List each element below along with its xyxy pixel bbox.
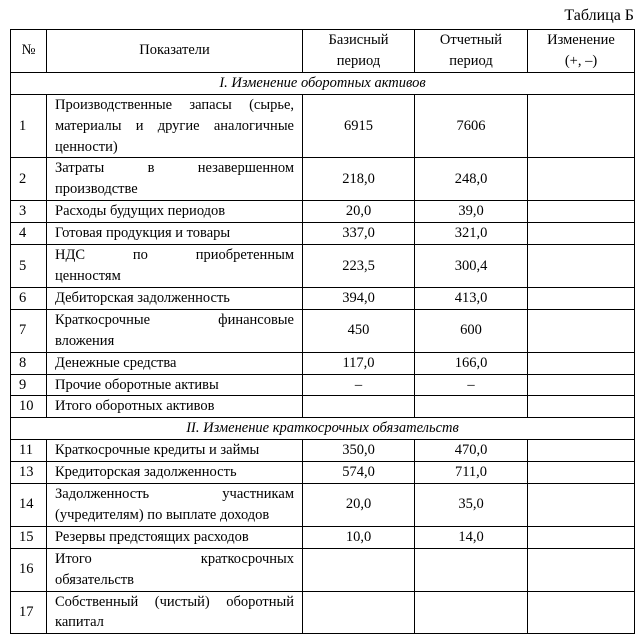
indicator-line: Краткосрочные кредиты и займы xyxy=(55,442,260,459)
header-report-period: Отчетный период xyxy=(415,30,528,73)
indicator-line: НДС по приобретенным xyxy=(55,247,294,264)
row-base-value: 223,5 xyxy=(303,245,415,288)
section-title: II. Изменение краткосрочных обязательств xyxy=(11,418,635,440)
row-indicator xyxy=(47,352,303,374)
table-row xyxy=(11,548,635,591)
row-report-value: 321,0 xyxy=(415,223,528,245)
indicator-line: Производственные запасы (сырье, xyxy=(55,96,294,113)
row-report-value xyxy=(415,396,528,418)
row-report-value: 166,0 xyxy=(415,352,528,374)
table-row xyxy=(11,94,635,158)
indicator-line: Итого оборотных активов xyxy=(55,398,215,415)
header-change: Изменение (+, –) xyxy=(528,30,635,73)
row-number: 6 xyxy=(11,287,47,309)
row-change-value xyxy=(528,548,635,591)
row-base-value: 574,0 xyxy=(303,462,415,484)
section-row xyxy=(11,72,635,94)
row-change-value xyxy=(528,309,635,352)
row-report-value: 600 xyxy=(415,309,528,352)
data-table xyxy=(10,29,635,634)
table-header xyxy=(11,30,635,73)
row-change-value xyxy=(528,591,635,634)
table-row xyxy=(11,287,635,309)
table-caption: Таблица Б xyxy=(564,7,634,24)
row-base-value: – xyxy=(303,374,415,396)
table-row xyxy=(11,374,635,396)
table-row xyxy=(11,158,635,201)
row-indicator xyxy=(47,462,303,484)
header-indicator: Показатели xyxy=(47,30,303,73)
row-report-value: – xyxy=(415,374,528,396)
header-row xyxy=(11,30,635,73)
row-indicator xyxy=(47,526,303,548)
indicator-line: Готовая продукция и товары xyxy=(55,225,231,242)
row-base-value xyxy=(303,548,415,591)
indicator-line: Резервы предстоящих расходов xyxy=(55,528,249,545)
row-report-value: 14,0 xyxy=(415,526,528,548)
indicator-line: Дебиторская задолженность xyxy=(55,289,230,306)
row-number: 9 xyxy=(11,374,47,396)
row-indicator xyxy=(47,287,303,309)
row-indicator xyxy=(47,223,303,245)
row-number: 17 xyxy=(11,591,47,634)
header-num: № xyxy=(11,30,47,73)
row-indicator xyxy=(47,548,303,591)
row-indicator xyxy=(47,396,303,418)
indicator-line: капитал xyxy=(55,614,104,631)
table-row xyxy=(11,462,635,484)
indicator-line: (учредителям) по выплате доходов xyxy=(55,506,270,523)
row-change-value xyxy=(528,158,635,201)
row-report-value: 35,0 xyxy=(415,484,528,527)
row-report-value xyxy=(415,591,528,634)
row-indicator xyxy=(47,309,303,352)
row-report-value xyxy=(415,548,528,591)
row-change-value xyxy=(528,462,635,484)
row-change-value xyxy=(528,484,635,527)
row-base-value: 117,0 xyxy=(303,352,415,374)
row-base-value xyxy=(303,591,415,634)
indicator-line: обязательств xyxy=(55,571,134,588)
row-report-value: 470,0 xyxy=(415,440,528,462)
row-change-value xyxy=(528,94,635,158)
row-change-value xyxy=(528,287,635,309)
row-indicator xyxy=(47,374,303,396)
row-base-value: 450 xyxy=(303,309,415,352)
indicator-line: вложения xyxy=(55,332,115,349)
row-indicator xyxy=(47,245,303,288)
row-change-value xyxy=(528,526,635,548)
section-title: I. Изменение оборотных активов xyxy=(11,72,635,94)
row-indicator xyxy=(47,591,303,634)
row-number: 10 xyxy=(11,396,47,418)
row-base-value: 350,0 xyxy=(303,440,415,462)
row-report-value: 39,0 xyxy=(415,201,528,223)
row-change-value xyxy=(528,201,635,223)
row-report-value: 7606 xyxy=(415,94,528,158)
table-row xyxy=(11,591,635,634)
row-number: 5 xyxy=(11,245,47,288)
indicator-line: Задолженность участникам xyxy=(55,486,294,503)
table-row xyxy=(11,309,635,352)
table-row xyxy=(11,223,635,245)
row-number: 16 xyxy=(11,548,47,591)
row-number: 11 xyxy=(11,440,47,462)
row-report-value: 711,0 xyxy=(415,462,528,484)
indicator-line: Денежные средства xyxy=(55,354,177,371)
indicator-line: ценности) xyxy=(55,138,118,155)
indicator-line: Затраты в незавершенном xyxy=(55,160,294,177)
indicator-line: ценностям xyxy=(55,267,121,284)
row-number: 3 xyxy=(11,201,47,223)
row-base-value: 6915 xyxy=(303,94,415,158)
indicator-line: Прочие оборотные активы xyxy=(55,376,219,393)
table-row xyxy=(11,352,635,374)
row-base-value: 10,0 xyxy=(303,526,415,548)
row-number: 2 xyxy=(11,158,47,201)
row-base-value: 394,0 xyxy=(303,287,415,309)
row-base-value: 20,0 xyxy=(303,484,415,527)
row-number: 4 xyxy=(11,223,47,245)
row-number: 13 xyxy=(11,462,47,484)
row-number: 15 xyxy=(11,526,47,548)
table-row xyxy=(11,245,635,288)
row-report-value: 413,0 xyxy=(415,287,528,309)
row-number: 1 xyxy=(11,94,47,158)
row-indicator xyxy=(47,484,303,527)
table-row xyxy=(11,396,635,418)
row-base-value: 337,0 xyxy=(303,223,415,245)
indicator-line: Собственный (чистый) оборотный xyxy=(55,593,294,610)
row-change-value xyxy=(528,352,635,374)
row-indicator xyxy=(47,440,303,462)
row-indicator xyxy=(47,201,303,223)
row-report-value: 248,0 xyxy=(415,158,528,201)
indicator-line: производстве xyxy=(55,181,138,198)
table-row xyxy=(11,526,635,548)
indicator-line: Краткосрочные финансовые xyxy=(55,311,294,328)
section-row xyxy=(11,418,635,440)
indicator-line: Расходы будущих периодов xyxy=(55,203,226,220)
table-row xyxy=(11,440,635,462)
row-change-value xyxy=(528,374,635,396)
row-change-value xyxy=(528,440,635,462)
row-number: 7 xyxy=(11,309,47,352)
indicator-line: Итого краткосрочных xyxy=(55,550,294,567)
header-base-period: Базисный период xyxy=(303,30,415,73)
table-row xyxy=(11,201,635,223)
row-base-value: 20,0 xyxy=(303,201,415,223)
row-indicator xyxy=(47,94,303,158)
indicator-line: материалы и другие аналогичные xyxy=(55,117,294,134)
row-change-value xyxy=(528,245,635,288)
row-report-value: 300,4 xyxy=(415,245,528,288)
row-change-value xyxy=(528,396,635,418)
row-change-value xyxy=(528,223,635,245)
row-base-value xyxy=(303,396,415,418)
table-body xyxy=(11,72,635,634)
row-number: 8 xyxy=(11,352,47,374)
indicator-line: Кредиторская задолженность xyxy=(55,464,237,481)
row-base-value: 218,0 xyxy=(303,158,415,201)
row-indicator xyxy=(47,158,303,201)
table-row xyxy=(11,484,635,527)
row-number: 14 xyxy=(11,484,47,527)
